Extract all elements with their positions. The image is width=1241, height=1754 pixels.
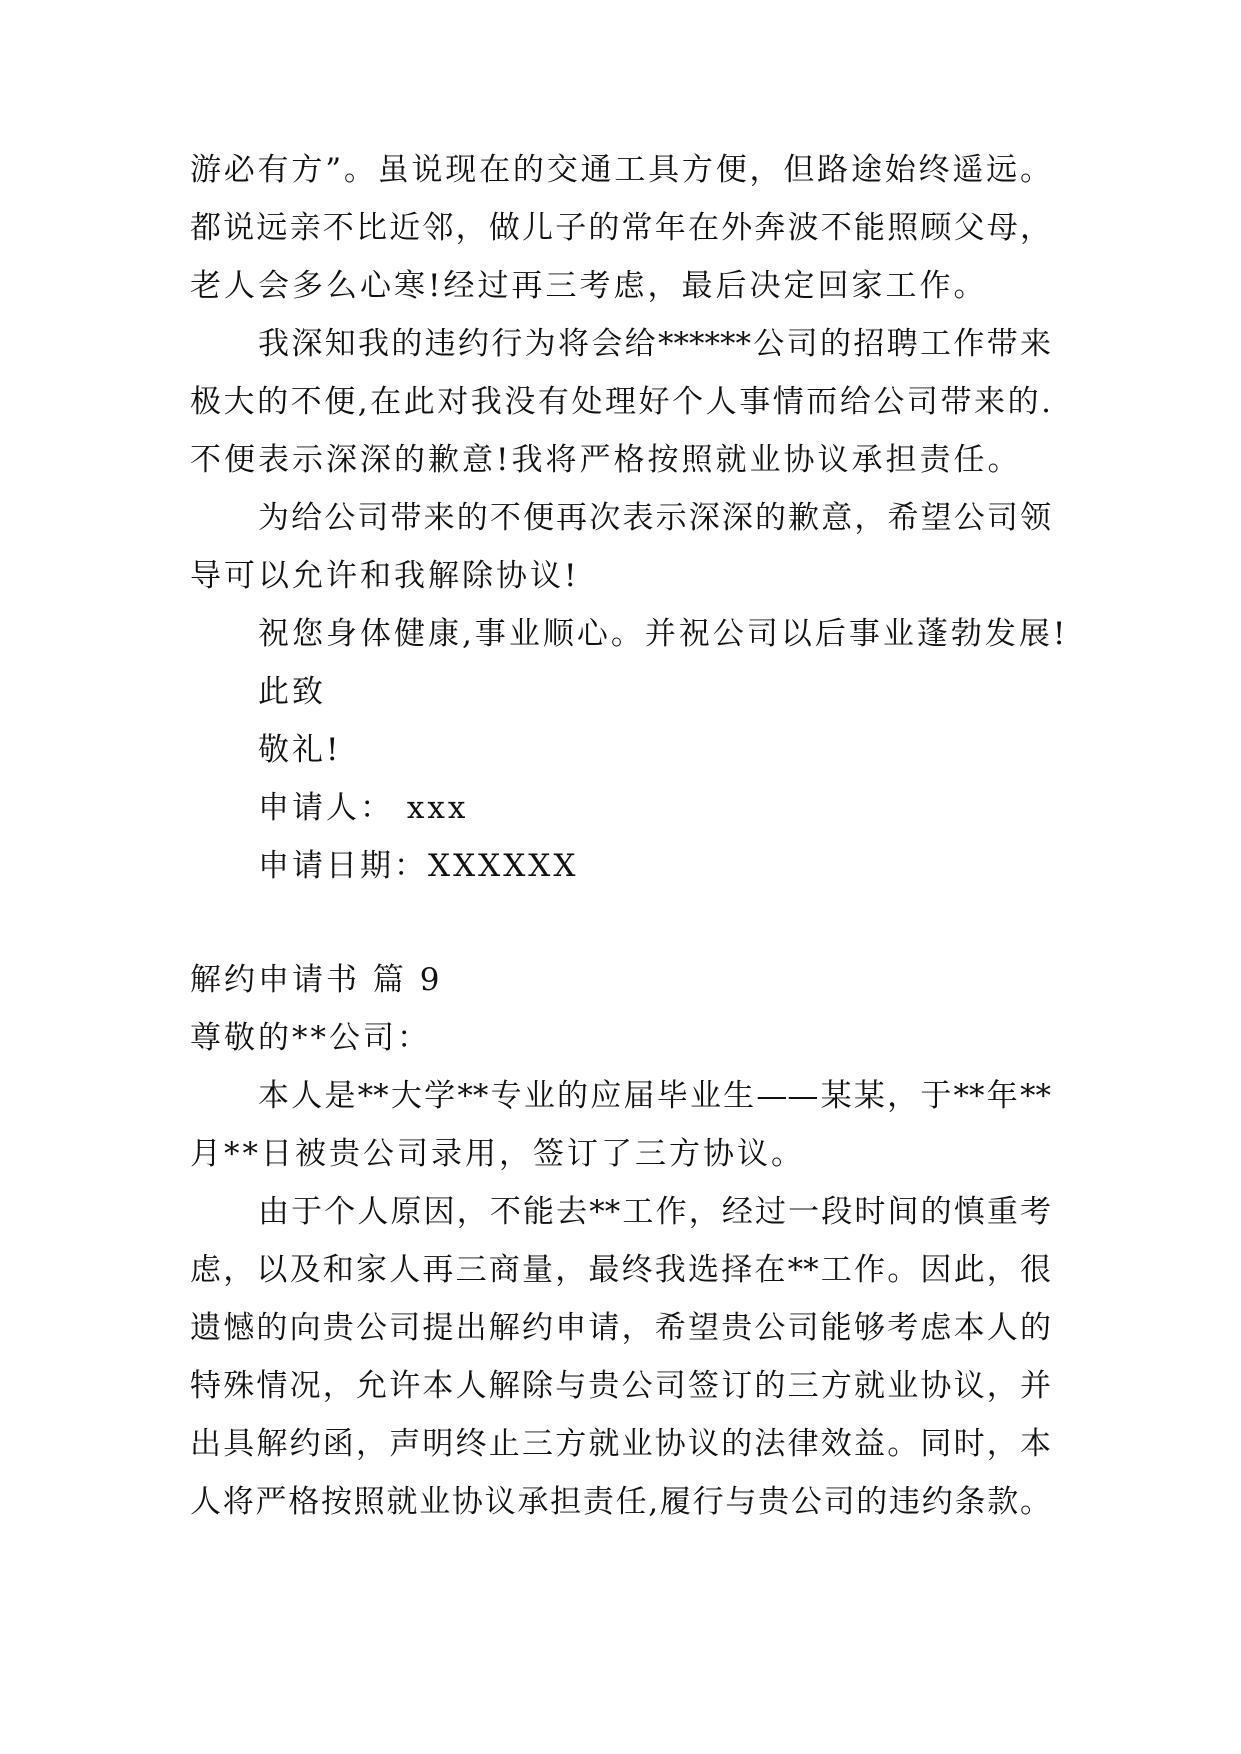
text-line: 人将严格按照就业协议承担责任,履行与贵公司的违约条款。 [190, 1484, 1051, 1520]
text-line: 出具解约函，声明终止三方就业协议的法律效益。同时，本 [190, 1426, 1051, 1462]
paragraph-first-line: 我深知我的违约行为将会给******公司的招聘工作带来 [258, 326, 1051, 362]
text-line: 极大的不便,在此对我没有处理好个人事情而给公司带来的. [190, 384, 1051, 420]
text-line: 都说远亲不比近邻，做儿子的常年在外奔波不能照顾父母， [190, 210, 1051, 246]
text-line: 导可以允许和我解除协议! [190, 558, 580, 594]
paragraph-first-line: 本人是**大学**专业的应届毕业生——某某，于**年** [258, 1078, 1051, 1114]
applicant-line: 申请人： xxx [258, 790, 469, 826]
closing-regards: 敬礼! [258, 732, 342, 768]
text-line: 遗憾的向贵公司提出解约申请，希望贵公司能够考虑本人的 [190, 1310, 1051, 1346]
paragraph-first-line: 为给公司带来的不便再次表示深深的歉意，希望公司领 [258, 500, 1051, 536]
letter-greeting: 尊敬的**公司： [190, 1020, 431, 1056]
text-line: 特殊情况，允许本人解除与贵公司签订的三方就业协议，并 [190, 1368, 1051, 1404]
application-date-line: 申请日期：XXXXXX [258, 848, 579, 884]
text-line: 虑，以及和家人再三商量，最终我选择在**工作。因此，很 [190, 1252, 1051, 1288]
paragraph-first-line: 由于个人原因，不能去**工作，经过一段时间的慎重考 [258, 1194, 1051, 1230]
closing-wish: 祝您身体健康,事业顺心。并祝公司以后事业蓬勃发展! [258, 616, 1069, 652]
text-line: 老人会多么心寒!经过再三考虑，最后决定回家工作。 [190, 268, 988, 304]
text-line: 不便表示深深的歉意!我将严格按照就业协议承担责任。 [190, 442, 1022, 478]
closing-salutation: 此致 [258, 674, 326, 710]
text-line: 游必有方”。虽说现在的交通工具方便，但路途始终遥远。 [190, 152, 1051, 188]
section-heading: 解约申请书 篇 9 [190, 962, 443, 998]
text-line: 月**日被贵公司录用，签订了三方协议。 [190, 1136, 805, 1172]
